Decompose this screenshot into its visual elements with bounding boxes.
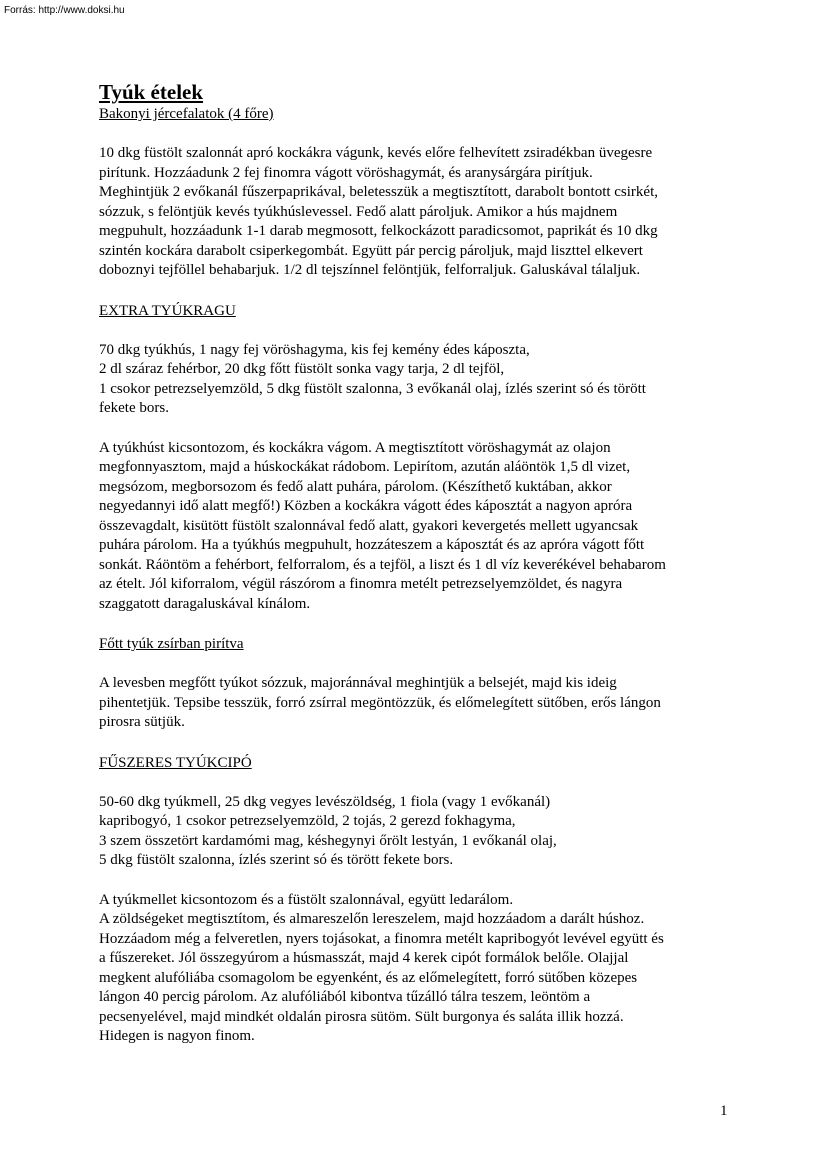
text-line: összevagdalt, kisütött füstölt szalonnával fedő alatt, gyakori kevergetés mellett ugyancsak (99, 517, 639, 534)
paragraph (99, 144, 739, 281)
text-line: puhára párolom. Ha a tyúkhús megpuhult, hozzáteszem a káposztát és az apróra vágott főtt (99, 537, 645, 553)
text-line: szintén kockára darabolt csiperkegombát. Együtt pár percig pároljuk, majd liszttel elkevert (99, 242, 643, 259)
text-line: lángon 40 percig párolom. Az alufóliából kibontva tűzálló tálra teszem, leöntöm a (99, 989, 591, 1005)
text-line: Hozzáadom még a felveretlen, nyers tojásokat, a finomra metélt kapribogyót levével együtt és (99, 930, 664, 947)
text-line: negyedannyi idő alatt megfő!) Közben a kockákra vágott édes káposztát a nagyon apróra (99, 498, 633, 514)
text-line: megfonnyasztom, majd a húskockákat rádobom. Lepirítom, azután aláöntök 1,5 dl vizet, (99, 459, 631, 475)
text-line: A tyúkmellet kicsontozom és a füstölt szalonnával, együtt ledarálom. (99, 891, 514, 908)
spacer (99, 654, 739, 674)
text-line: 3 szem összetört kardamómi mag, késhegynyi őrölt lestyán, 1 evőkanál olaj, (99, 832, 557, 849)
text-line: a fűszereket. Jól összegyúrom a húsmasszát, majd 4 kerek cipót formálok belőle. Olajjal (99, 950, 629, 966)
text-line: 50-60 dkg tyúkmell, 25 dkg vegyes levészöldség, 1 fiola (vagy 1 evőkanál) (99, 793, 551, 810)
sections-container (99, 104, 739, 1047)
text-line: 70 dkg tyúkhús, 1 nagy fej vöröshagyma, kis fej kemény édes káposzta, (99, 341, 530, 358)
text-line: sózzuk, s felöntjük kevés tyúkhúslevessel. Fedő alatt pároljuk. Amikor a hús majdnem (99, 203, 618, 220)
spacer (99, 419, 739, 439)
text-line: sonkát. Ráöntöm a fehérbort, felforralom, és a tejföl, a liszt és 1 dl víz keverékével behabarom (99, 556, 666, 573)
text-line: megsózom, megborsozom és fedő alatt puhára, párolom. (Készíthető kuktában, akkor (99, 478, 612, 495)
source-url: Forrás: http://www.doksi.hu (4, 5, 125, 16)
text-line: A tyúkhúst kicsontozom, és kockákra vágom. A megtisztított vöröshagymát az olajon (99, 439, 611, 456)
text-line: A zöldségeket megtisztítom, és almareszelőn lereszelem, majd hozzáadom a darált húshoz. (99, 911, 645, 927)
text-line: Meghintjük 2 evőkanál fűszerpaprikával, beletesszük a megtisztított, darabolt bontott csirkét, (99, 184, 659, 200)
section-heading: EXTRA TYÚKRAGU (99, 302, 236, 319)
section-heading: Bakonyi jércefalatok (4 főre) (99, 106, 274, 122)
spacer (99, 321, 739, 341)
paragraph (99, 439, 739, 615)
text-line: az ételt. Jól kiforralom, végül rászórom a finomra metélt petrezselyemzöldet, és nagyra (99, 576, 623, 592)
spacer (99, 124, 739, 144)
spacer (99, 871, 739, 891)
text-line: 2 dl száraz fehérbor, 20 dkg főtt füstölt sonka vagy tarja, 2 dl tejföl, (99, 361, 505, 377)
text-line: doboznyi tejföllel behabarjuk. 1/2 dl tejszínnel felöntjük, felforraljuk. Galuskával tálaljuk. (99, 262, 641, 278)
text-line: megpuhult, hozzáadunk 1-1 darab megmosott, felkockázott paradicsomot, paprikát és 10 dkg (99, 223, 658, 239)
text-line: pirosra sütjük. (99, 714, 185, 730)
text-line: A levesben megfőtt tyúkot sózzuk, majoránnával meghintjük a belsejét, majd kis ideig (99, 675, 617, 691)
paragraph (99, 891, 739, 1047)
paragraph (99, 341, 739, 419)
spacer (99, 733, 739, 753)
text-line: 5 dkg füstölt szalonna, ízlés szerint só és törött fekete bors. (99, 852, 454, 868)
page-number: 1 (720, 1103, 728, 1119)
text-line: megkent alufóliába csomagolom be egyenként, és az előmelegített, forró sütőben közepes (99, 969, 638, 986)
document-body (99, 80, 739, 1047)
spacer (99, 614, 739, 634)
paragraph (99, 674, 739, 733)
text-line: kapribogyó, 1 csokor petrezselyemzöld, 2 tojás, 2 gerezd fokhagyma, (99, 813, 516, 829)
document-title: Tyúk ételek (99, 80, 204, 104)
text-line: szaggatott daragaluskával kínálom. (99, 595, 311, 612)
text-line: 1 csokor petrezselyemzöld, 5 dkg füstölt szalonna, 3 evőkanál olaj, ízlés szerint só és törött (99, 380, 646, 397)
text-line: pecsenyelével, majd mindkét oldalán pirosra sütöm. Sült burgonya és saláta illik hozzá. (99, 1008, 624, 1025)
text-line: pihentetjük. Tepsibe tesszük, forró zsírral megöntözzük, és előmelegített sütőben, erős lángon (99, 694, 661, 711)
paragraph (99, 793, 739, 871)
spacer (99, 281, 739, 301)
text-line: pirítunk. Hozzáadunk 2 fej finomra vágott vöröshagymát, és aranysárgára pirítjuk. (99, 164, 593, 181)
text-line: fekete bors. (99, 400, 169, 416)
text-line: Hidegen is nagyon finom. (99, 1028, 255, 1044)
section-heading: FŰSZERES TYÚKCIPÓ (99, 754, 252, 771)
section-heading: Főtt tyúk zsírban pirítva (99, 636, 244, 652)
spacer (99, 773, 739, 793)
text-line: 10 dkg füstölt szalonnát apró kockákra vágunk, kevés előre felhevített zsiradékban üvegesre (99, 145, 653, 161)
